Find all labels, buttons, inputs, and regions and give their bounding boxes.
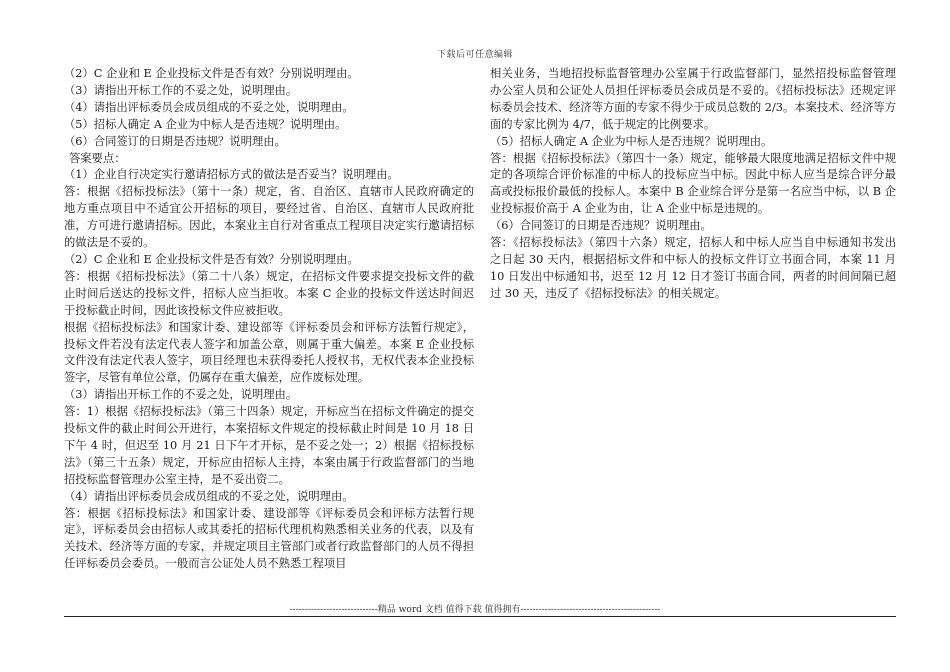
left-text-column [64,66,474,573]
page-footer-note: -----------------------------精品 word 文档 值得下载 值得拥有---------------------------------------------- [289,605,661,615]
answer-2-body-continued: 根据《招标投标法》和国家计委、建设部等《评标委员会和评标方法暂行规定》，投标文件若没有法定代表人签字和加盖公章，则属于重大偏差。本案 E 企业投标文件没有法定代表人签字，项目经理也未获得委托人授权书，无权代表本企业投标签字，尽管有单位公章，仍属存在重大偏差，应作废标处理。 [64,320,474,385]
answer-4-body-continued: 相关业务，当地招投标监督管理办公室属于行政监督部门，显然招投标监督管理办公室人员和公证处人员担任评标委员会成员是不妥的。《招标投标法》还规定评标委员会技术、经济等方面的专家不得少于成员总数的 2/3。本案技术、经济等方面的专家比例为 4/7，低于规定的比例要求。 [490,67,896,131]
question-6: （6）合同签订的日期是否违规？说明理由。 [64,134,286,148]
answer-3-question: （3）请指出开标工作的不妥之处，说明理由。 [64,388,298,402]
answer-6-body: 答：《招标投标法》（第四十六条）规定，招标人和中标人应当自中标通知书发出之日起 30 天内，根据招标文件和中标人的投标文件订立书面合同，本案 11 月 10 日发出中标通知书，迟至 12 月 12 日才签订书面合同，两者的时间间隔已超过 30 天，违反了《招标投标法》的相关规定。 [490,236,896,300]
answer-4-body: 答：根据《招标投标法》和国家计委、建设部等《评标委员会和评标方法暂行规定》，评标委员会由招标人或其委托的招标代理机构熟悉相关业务的代表，以及有关技术、经济等方面的专家，并规定项目主管部门或者行政监督部门的人员不得担任评标委员会委员。一般而言公证处人员不熟悉工程项目 [64,506,474,571]
question-2: （2）C 企业和 E 企业投标文件是否有效？分别说明理由。 [64,67,359,80]
answer-2-body: 答：根据《招标投标法》（第二十八条）规定，在招标文件要求提交投标文件的截止时间后送达的投标文件，招标人应当拒收。本案 C 企业的投标文件送达时间迟于投标截止时间，因此该投标文件应被拒收。 [64,269,474,317]
right-text-column [490,66,896,303]
answer-5-body: 答：根据《招标投标法》（第四十一条）规定，能够最大限度地满足招标文件中规定的各项综合评价标准的中标人的投标应当中标。因此中标人应当是综合评分最高或投标报价最低的投标人。本案中 B 企业综合评分是第一名应当中标，以 B 企业投标报价高于 A 企业为由，让 A 企业中标是违规的。 [490,151,896,216]
answer-3-body: 答：1）根据《招标投标法》（第三十四条）规定，开标应当在招标文件确定的提交投标文件的截止时间公开进行，本案招标文件规定的投标截止时间是 10 月 18 日下午 4 时，但迟至 10 月 21 日下午才开标，是不妥之处一；2）根据《招标投标法》（第三十五条）规定，开标应由招标人主持，本案由属于行政监督部门的当地招投标监督管理办公室主持，是不妥出资二。 [64,405,474,486]
page-header-note: 下载后可任意编辑 [436,50,513,60]
answer-2-question: （2）C 企业和 E 企业投标文件是否有效？分别说明理由。 [64,252,359,266]
question-4: （4）请指出评标委员会成员组成的不妥之处，说明理由。 [64,100,354,114]
answer-4-question: （4）请指出评标委员会成员组成的不妥之处，说明理由。 [64,489,354,503]
answer-1-question: （1）企业自行决定实行邀请招标方式的做法是否妥当？说明理由。 [64,168,399,182]
question-3: （3）请指出开标工作的不妥之处，说明理由。 [64,83,298,97]
answer-6-question: （6）合同签订的日期是否违规？说明理由。 [490,219,712,233]
footer-divider [64,616,896,617]
question-5: （5）招标人确定 A 企业为中标人是否违规？说明理由。 [64,117,347,131]
answer-5-question: （5）招标人确定 A 企业为中标人是否违规？说明理由。 [490,134,773,148]
answer-1-body: 答：根据《招标投标法》（第十一条）规定，省、自治区、直辖市人民政府确定的地方重点项目中不适宜公开招标的项目，要经过省、自治区、直辖市人民政府批准，方可进行邀请招标。因此，本案业主自行对省重点工程项目决定实行邀请招标的做法是不妥的。 [64,185,474,250]
answer-key-heading: 答案要点： [69,151,126,165]
